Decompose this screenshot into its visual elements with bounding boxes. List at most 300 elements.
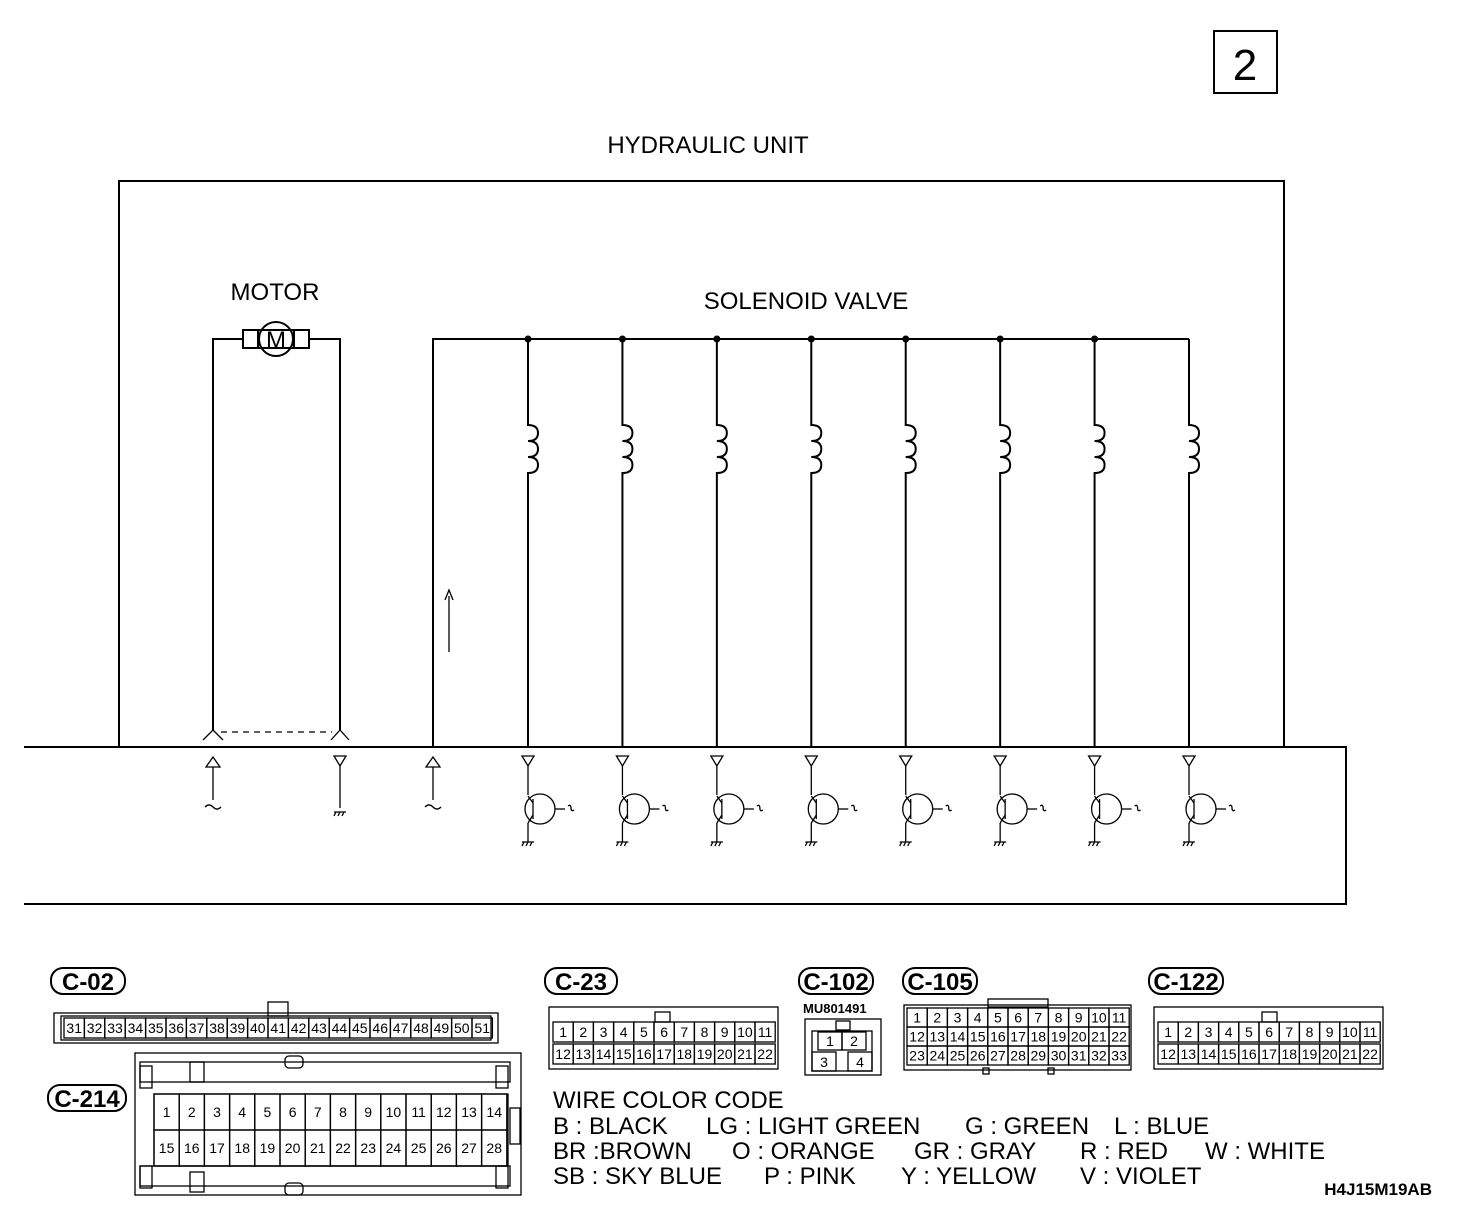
connector-pin bbox=[553, 1044, 573, 1064]
connector-c102 bbox=[799, 968, 881, 1075]
connector-pin bbox=[1320, 1044, 1340, 1064]
svg-text:29: 29 bbox=[1030, 1047, 1047, 1064]
svg-text:5: 5 bbox=[640, 1024, 648, 1040]
connector-pin bbox=[573, 1022, 593, 1042]
svg-text:39: 39 bbox=[229, 1020, 246, 1036]
connector-pin bbox=[812, 1052, 836, 1071]
ground-icon bbox=[711, 842, 723, 846]
connector-pin bbox=[305, 1130, 330, 1166]
svg-text:9: 9 bbox=[1074, 1009, 1083, 1026]
svg-text:45: 45 bbox=[352, 1020, 368, 1036]
svg-text:1: 1 bbox=[1164, 1024, 1172, 1040]
connector-pin bbox=[1219, 1044, 1239, 1064]
svg-text:17: 17 bbox=[209, 1140, 225, 1156]
svg-text:2: 2 bbox=[850, 1033, 858, 1049]
connector-pin bbox=[288, 1018, 308, 1038]
svg-text:15: 15 bbox=[158, 1140, 175, 1156]
ecu-terminal-icon bbox=[1089, 756, 1101, 766]
connector-pin bbox=[715, 1022, 735, 1042]
svg-text:20: 20 bbox=[284, 1140, 301, 1156]
svg-text:24: 24 bbox=[929, 1047, 946, 1064]
connector-pin bbox=[1219, 1022, 1239, 1042]
connector-pin bbox=[968, 1008, 988, 1027]
connector-pin bbox=[280, 1094, 305, 1130]
connector-pin bbox=[1008, 1046, 1028, 1065]
svg-text:BR :BROWN: BR :BROWN bbox=[553, 1138, 692, 1165]
ground-icon bbox=[1089, 842, 1101, 846]
svg-text:7: 7 bbox=[680, 1024, 689, 1040]
svg-text:4: 4 bbox=[238, 1104, 247, 1120]
svg-text:16: 16 bbox=[990, 1028, 1006, 1045]
connector-pin bbox=[988, 1008, 1008, 1027]
svg-text:10: 10 bbox=[1342, 1024, 1358, 1040]
svg-text:21: 21 bbox=[1091, 1028, 1107, 1045]
svg-text:6: 6 bbox=[1014, 1009, 1022, 1026]
connector-pin bbox=[186, 1018, 206, 1038]
connector-pin bbox=[907, 1046, 927, 1065]
svg-text:51: 51 bbox=[474, 1020, 490, 1036]
svg-text:14: 14 bbox=[949, 1028, 966, 1045]
svg-text:15: 15 bbox=[615, 1046, 632, 1062]
svg-text:3: 3 bbox=[213, 1104, 221, 1120]
svg-text:C-105: C-105 bbox=[907, 969, 973, 996]
connector-pin bbox=[1109, 1027, 1129, 1046]
svg-text:GR : GRAY: GR : GRAY bbox=[914, 1138, 1037, 1165]
svg-text:19: 19 bbox=[696, 1046, 713, 1062]
connector-pin bbox=[614, 1044, 634, 1064]
svg-text:38: 38 bbox=[209, 1020, 225, 1036]
connector-pin bbox=[715, 1044, 735, 1064]
svg-text:18: 18 bbox=[1030, 1028, 1047, 1045]
connector-pin bbox=[947, 1027, 967, 1046]
connector-c23 bbox=[545, 968, 778, 1069]
svg-text:7: 7 bbox=[313, 1104, 322, 1120]
svg-text:33: 33 bbox=[1111, 1047, 1127, 1064]
connector-pin bbox=[309, 1018, 329, 1038]
transistor-icon bbox=[997, 794, 1046, 824]
transistor-icon bbox=[1092, 794, 1141, 824]
svg-text:48: 48 bbox=[413, 1020, 429, 1036]
svg-text:1: 1 bbox=[559, 1024, 567, 1040]
svg-text:40: 40 bbox=[250, 1020, 266, 1036]
svg-text:19: 19 bbox=[1050, 1028, 1067, 1045]
connector-pin bbox=[674, 1044, 694, 1064]
solenoid-coil-icon bbox=[1189, 339, 1199, 747]
connector-pin bbox=[390, 1018, 410, 1038]
connector-pin bbox=[947, 1046, 967, 1065]
svg-text:Y : YELLOW: Y : YELLOW bbox=[901, 1163, 1037, 1190]
svg-text:P : PINK: P : PINK bbox=[764, 1163, 856, 1190]
connector-pin bbox=[179, 1130, 204, 1166]
connector-pin bbox=[927, 1046, 947, 1065]
svg-text:2: 2 bbox=[1184, 1024, 1193, 1040]
svg-text:36: 36 bbox=[168, 1020, 184, 1036]
svg-text:13: 13 bbox=[1180, 1046, 1197, 1062]
connector-pin bbox=[1299, 1044, 1319, 1064]
connector-pin bbox=[411, 1018, 431, 1038]
connector-pin bbox=[431, 1130, 456, 1166]
svg-text:8: 8 bbox=[1054, 1009, 1063, 1026]
svg-text:1: 1 bbox=[162, 1104, 171, 1120]
ground-icon bbox=[805, 842, 817, 846]
motor-wire-left bbox=[213, 339, 243, 730]
connector-pin bbox=[573, 1044, 593, 1064]
connector-pin bbox=[1089, 1008, 1109, 1027]
svg-text:22: 22 bbox=[1362, 1046, 1378, 1062]
svg-text:8: 8 bbox=[700, 1024, 709, 1040]
ecu-terminal-icon bbox=[711, 756, 723, 766]
svg-text:12: 12 bbox=[909, 1028, 925, 1045]
svg-text:44: 44 bbox=[331, 1020, 348, 1036]
svg-text:28: 28 bbox=[486, 1140, 502, 1156]
ecu-terminal-icon bbox=[994, 756, 1006, 766]
connector-pin bbox=[482, 1130, 507, 1166]
connector-pin bbox=[1158, 1044, 1178, 1064]
svg-text:11: 11 bbox=[1111, 1009, 1127, 1026]
solenoid-branch bbox=[805, 336, 857, 847]
svg-text:19: 19 bbox=[259, 1140, 276, 1156]
connector-pin bbox=[1048, 1008, 1068, 1027]
ecu-terminal-icon bbox=[522, 756, 534, 766]
svg-text:26: 26 bbox=[436, 1140, 452, 1156]
connector-pin bbox=[350, 1018, 370, 1038]
connector-pin bbox=[907, 1008, 927, 1027]
svg-text:18: 18 bbox=[234, 1140, 250, 1156]
svg-text:10: 10 bbox=[737, 1024, 753, 1040]
connector-pin bbox=[370, 1018, 390, 1038]
svg-text:16: 16 bbox=[184, 1140, 200, 1156]
svg-text:6: 6 bbox=[660, 1024, 668, 1040]
svg-text:10: 10 bbox=[385, 1104, 402, 1120]
connector-pin bbox=[842, 1032, 866, 1050]
svg-text:C-02: C-02 bbox=[61, 969, 115, 996]
svg-text:9: 9 bbox=[1325, 1024, 1334, 1040]
svg-text:37: 37 bbox=[188, 1020, 205, 1036]
connector-pin bbox=[248, 1018, 268, 1038]
connector-pin bbox=[356, 1094, 381, 1130]
svg-text:50: 50 bbox=[454, 1020, 470, 1036]
svg-text:12: 12 bbox=[555, 1046, 571, 1062]
motor-input-left bbox=[205, 757, 221, 809]
solenoid-branch bbox=[711, 336, 763, 847]
connector-pin bbox=[330, 1094, 355, 1130]
connector-pin bbox=[406, 1130, 431, 1166]
connector-pin bbox=[907, 1027, 927, 1046]
connector-pin bbox=[1109, 1008, 1129, 1027]
connector-pin bbox=[305, 1094, 330, 1130]
svg-text:27: 27 bbox=[461, 1140, 477, 1156]
svg-text:11: 11 bbox=[757, 1024, 773, 1040]
connector-pin bbox=[456, 1130, 481, 1166]
connector-pin bbox=[1340, 1022, 1360, 1042]
connector-pin bbox=[255, 1130, 280, 1166]
ground-icon bbox=[616, 842, 628, 846]
connector-pin bbox=[947, 1008, 967, 1027]
connector-pin bbox=[988, 1027, 1008, 1046]
svg-text:13: 13 bbox=[929, 1028, 946, 1045]
svg-text:13: 13 bbox=[575, 1046, 592, 1062]
transistor-icon bbox=[714, 794, 763, 824]
solenoid-coil-icon bbox=[906, 339, 916, 747]
connector-pin bbox=[105, 1018, 125, 1038]
connector-pin bbox=[146, 1018, 166, 1038]
connector-pin bbox=[1008, 1027, 1028, 1046]
connector-pin bbox=[1259, 1044, 1279, 1064]
solenoid-branch bbox=[900, 336, 952, 847]
svg-text:20: 20 bbox=[716, 1046, 733, 1062]
svg-text:33: 33 bbox=[107, 1020, 123, 1036]
svg-text:17: 17 bbox=[1261, 1046, 1277, 1062]
svg-text:23: 23 bbox=[360, 1140, 376, 1156]
connector-pin bbox=[674, 1022, 694, 1042]
connector-c02 bbox=[51, 968, 498, 1043]
ecu-terminal-icon bbox=[900, 756, 912, 766]
connector-pin bbox=[1158, 1022, 1178, 1042]
connector-pin bbox=[593, 1044, 613, 1064]
supply-input bbox=[425, 757, 441, 809]
c102-part-number: MU801491 bbox=[803, 1001, 867, 1016]
connector-pin bbox=[968, 1027, 988, 1046]
svg-text:18: 18 bbox=[676, 1046, 693, 1062]
svg-text:24: 24 bbox=[385, 1140, 402, 1156]
connector-pin bbox=[968, 1046, 988, 1065]
svg-text:1: 1 bbox=[913, 1009, 921, 1026]
svg-text:W : WHITE: W : WHITE bbox=[1205, 1138, 1325, 1165]
connector-pin bbox=[154, 1094, 179, 1130]
svg-text:20: 20 bbox=[1321, 1046, 1338, 1062]
wire-color-code bbox=[553, 1087, 1325, 1190]
svg-text:7: 7 bbox=[1285, 1024, 1294, 1040]
connector-pin bbox=[1320, 1022, 1340, 1042]
svg-text:21: 21 bbox=[1342, 1046, 1358, 1062]
ecu-terminal-icon bbox=[1183, 756, 1195, 766]
connector-pin bbox=[755, 1022, 775, 1042]
connector-pin bbox=[1089, 1046, 1109, 1065]
svg-text:41: 41 bbox=[270, 1020, 286, 1036]
ecu-terminal-icon bbox=[616, 756, 628, 766]
svg-text:1: 1 bbox=[826, 1033, 834, 1049]
control-unit-outline bbox=[24, 747, 1346, 904]
connector-pin bbox=[1028, 1008, 1048, 1027]
connector-pin bbox=[452, 1018, 472, 1038]
svg-text:V : VIOLET: V : VIOLET bbox=[1080, 1163, 1202, 1190]
connector-pin bbox=[593, 1022, 613, 1042]
svg-text:14: 14 bbox=[1200, 1046, 1217, 1062]
hydraulic-unit-title: HYDRAULIC UNIT bbox=[607, 132, 809, 159]
ground-icon bbox=[1183, 842, 1195, 846]
transistor-icon bbox=[903, 794, 952, 824]
connector-pin bbox=[1198, 1022, 1218, 1042]
svg-text:4: 4 bbox=[619, 1024, 628, 1040]
current-direction-arrow-icon bbox=[445, 590, 453, 652]
svg-text:22: 22 bbox=[757, 1046, 773, 1062]
svg-text:2: 2 bbox=[187, 1104, 196, 1120]
connector-pin bbox=[166, 1018, 186, 1038]
connector-pin bbox=[634, 1022, 654, 1042]
connector-pin bbox=[482, 1094, 507, 1130]
connector-pin bbox=[1069, 1027, 1089, 1046]
svg-text:18: 18 bbox=[1281, 1046, 1298, 1062]
motor-terminal-left bbox=[203, 730, 223, 740]
connector-pin bbox=[848, 1052, 872, 1071]
ground-icon bbox=[522, 842, 534, 846]
svg-text:32: 32 bbox=[86, 1020, 103, 1036]
svg-text:13: 13 bbox=[461, 1104, 477, 1120]
connector-pin bbox=[1360, 1022, 1380, 1042]
motor-wire-right bbox=[309, 339, 340, 730]
connector-pin bbox=[330, 1130, 355, 1166]
svg-text:3: 3 bbox=[820, 1054, 828, 1070]
transistor-icon bbox=[619, 794, 668, 824]
solenoid-coil-icon bbox=[717, 339, 727, 747]
svg-text:16: 16 bbox=[636, 1046, 652, 1062]
svg-text:25: 25 bbox=[949, 1047, 966, 1064]
connector-pin bbox=[227, 1018, 247, 1038]
solenoid-valve-label: SOLENOID VALVE bbox=[703, 288, 909, 315]
solenoid-branch bbox=[522, 336, 574, 847]
connector-pin bbox=[381, 1094, 406, 1130]
transistor-icon bbox=[1186, 794, 1235, 824]
svg-text:28: 28 bbox=[1010, 1047, 1026, 1064]
connector-pin bbox=[614, 1022, 634, 1042]
connector-pin bbox=[1028, 1027, 1048, 1046]
ground-icon bbox=[900, 842, 912, 846]
motor-terminal-right bbox=[331, 730, 349, 740]
page-number: 2 bbox=[1232, 41, 1258, 90]
connector-pin bbox=[84, 1018, 104, 1038]
connector-pin bbox=[280, 1130, 305, 1166]
solenoid-coil-icon bbox=[1095, 339, 1105, 747]
connector-pin bbox=[1239, 1044, 1259, 1064]
connector-pin bbox=[634, 1044, 654, 1064]
svg-text:14: 14 bbox=[486, 1104, 502, 1120]
connector-pin bbox=[1069, 1008, 1089, 1027]
connector-pin bbox=[927, 1027, 947, 1046]
connector-pin bbox=[154, 1130, 179, 1166]
svg-text:11: 11 bbox=[1362, 1024, 1378, 1040]
solenoid-coil-icon bbox=[622, 339, 632, 747]
connector-pin bbox=[456, 1094, 481, 1130]
connector-pin bbox=[1279, 1022, 1299, 1042]
svg-text:L : BLUE: L : BLUE bbox=[1114, 1113, 1210, 1140]
solenoid-coil-icon bbox=[811, 339, 821, 747]
svg-text:M: M bbox=[266, 327, 286, 354]
svg-text:3: 3 bbox=[599, 1024, 608, 1040]
solenoid-branch bbox=[1183, 339, 1235, 846]
hydraulic-unit-outline bbox=[119, 181, 1284, 747]
connector-pin bbox=[431, 1094, 456, 1130]
svg-text:8: 8 bbox=[339, 1104, 347, 1120]
svg-text:22: 22 bbox=[1111, 1028, 1127, 1045]
svg-text:C-122: C-122 bbox=[1153, 969, 1219, 996]
connector-pin bbox=[1048, 1046, 1068, 1065]
connector-pin bbox=[818, 1032, 842, 1050]
svg-text:3: 3 bbox=[1204, 1024, 1213, 1040]
svg-text:16: 16 bbox=[1241, 1046, 1257, 1062]
connector-pin bbox=[1279, 1044, 1299, 1064]
solenoid-branch bbox=[1089, 336, 1141, 847]
connector-pin bbox=[1178, 1022, 1198, 1042]
svg-text:4: 4 bbox=[1224, 1024, 1233, 1040]
connector-pin bbox=[1299, 1022, 1319, 1042]
svg-text:8: 8 bbox=[1305, 1024, 1314, 1040]
svg-text:21: 21 bbox=[737, 1046, 753, 1062]
connector-pin bbox=[735, 1044, 755, 1064]
connector-pin bbox=[927, 1008, 947, 1027]
svg-text:31: 31 bbox=[1070, 1047, 1087, 1064]
svg-text:5: 5 bbox=[263, 1104, 272, 1120]
solenoid-coil-icon bbox=[1000, 339, 1010, 747]
connector-pin bbox=[179, 1094, 204, 1130]
svg-text:20: 20 bbox=[1070, 1028, 1087, 1045]
svg-text:R : RED: R : RED bbox=[1080, 1138, 1169, 1165]
svg-text:17: 17 bbox=[1010, 1028, 1026, 1045]
svg-text:47: 47 bbox=[392, 1020, 409, 1036]
svg-text:19: 19 bbox=[1301, 1046, 1318, 1062]
connector-pin bbox=[1198, 1044, 1218, 1064]
connector-pin bbox=[694, 1044, 714, 1064]
connector-c122 bbox=[1149, 968, 1383, 1069]
svg-text:2: 2 bbox=[579, 1024, 588, 1040]
svg-text:9: 9 bbox=[720, 1024, 729, 1040]
svg-text:G : GREEN: G : GREEN bbox=[965, 1113, 1090, 1140]
svg-text:15: 15 bbox=[1220, 1046, 1237, 1062]
connector-pin bbox=[735, 1022, 755, 1042]
connector-pin bbox=[654, 1044, 674, 1064]
connector-pin bbox=[125, 1018, 145, 1038]
solenoid-branch bbox=[616, 336, 668, 847]
svg-text:4: 4 bbox=[973, 1009, 982, 1026]
svg-text:22: 22 bbox=[335, 1140, 351, 1156]
svg-text:49: 49 bbox=[433, 1020, 450, 1036]
svg-text:6: 6 bbox=[288, 1104, 297, 1120]
svg-text:LG : LIGHT GREEN: LG : LIGHT GREEN bbox=[706, 1113, 921, 1140]
svg-text:30: 30 bbox=[1050, 1047, 1067, 1064]
connector-pin bbox=[230, 1130, 255, 1166]
connector-pin bbox=[1259, 1022, 1279, 1042]
svg-text:12: 12 bbox=[436, 1104, 452, 1120]
svg-text:27: 27 bbox=[990, 1047, 1006, 1064]
svg-text:7: 7 bbox=[1034, 1009, 1043, 1026]
svg-text:25: 25 bbox=[410, 1140, 427, 1156]
connector-pin bbox=[356, 1130, 381, 1166]
connector-pin bbox=[472, 1018, 492, 1038]
ground-icon bbox=[994, 842, 1006, 846]
connector-pin bbox=[654, 1022, 674, 1042]
svg-text:B : BLACK: B : BLACK bbox=[553, 1113, 668, 1140]
svg-text:11: 11 bbox=[411, 1104, 426, 1120]
connector-pin bbox=[406, 1094, 431, 1130]
svg-text:6: 6 bbox=[1265, 1024, 1273, 1040]
connector-pin bbox=[1360, 1044, 1380, 1064]
svg-text:3: 3 bbox=[953, 1009, 962, 1026]
connector-pin bbox=[207, 1018, 227, 1038]
svg-text:43: 43 bbox=[311, 1020, 327, 1036]
svg-text:42: 42 bbox=[290, 1020, 307, 1036]
connector-pin bbox=[64, 1018, 84, 1038]
connector-pin bbox=[1008, 1008, 1028, 1027]
connector-pin bbox=[1028, 1046, 1048, 1065]
connector-c105 bbox=[903, 968, 1131, 1074]
connector-c214 bbox=[48, 1053, 521, 1195]
svg-text:C-23: C-23 bbox=[554, 969, 608, 996]
svg-text:31: 31 bbox=[66, 1020, 82, 1036]
motor-icon bbox=[243, 322, 309, 356]
svg-text:2: 2 bbox=[933, 1009, 942, 1026]
svg-text:12: 12 bbox=[1160, 1046, 1176, 1062]
svg-text:9: 9 bbox=[364, 1104, 373, 1120]
connector-pin bbox=[1109, 1046, 1129, 1065]
